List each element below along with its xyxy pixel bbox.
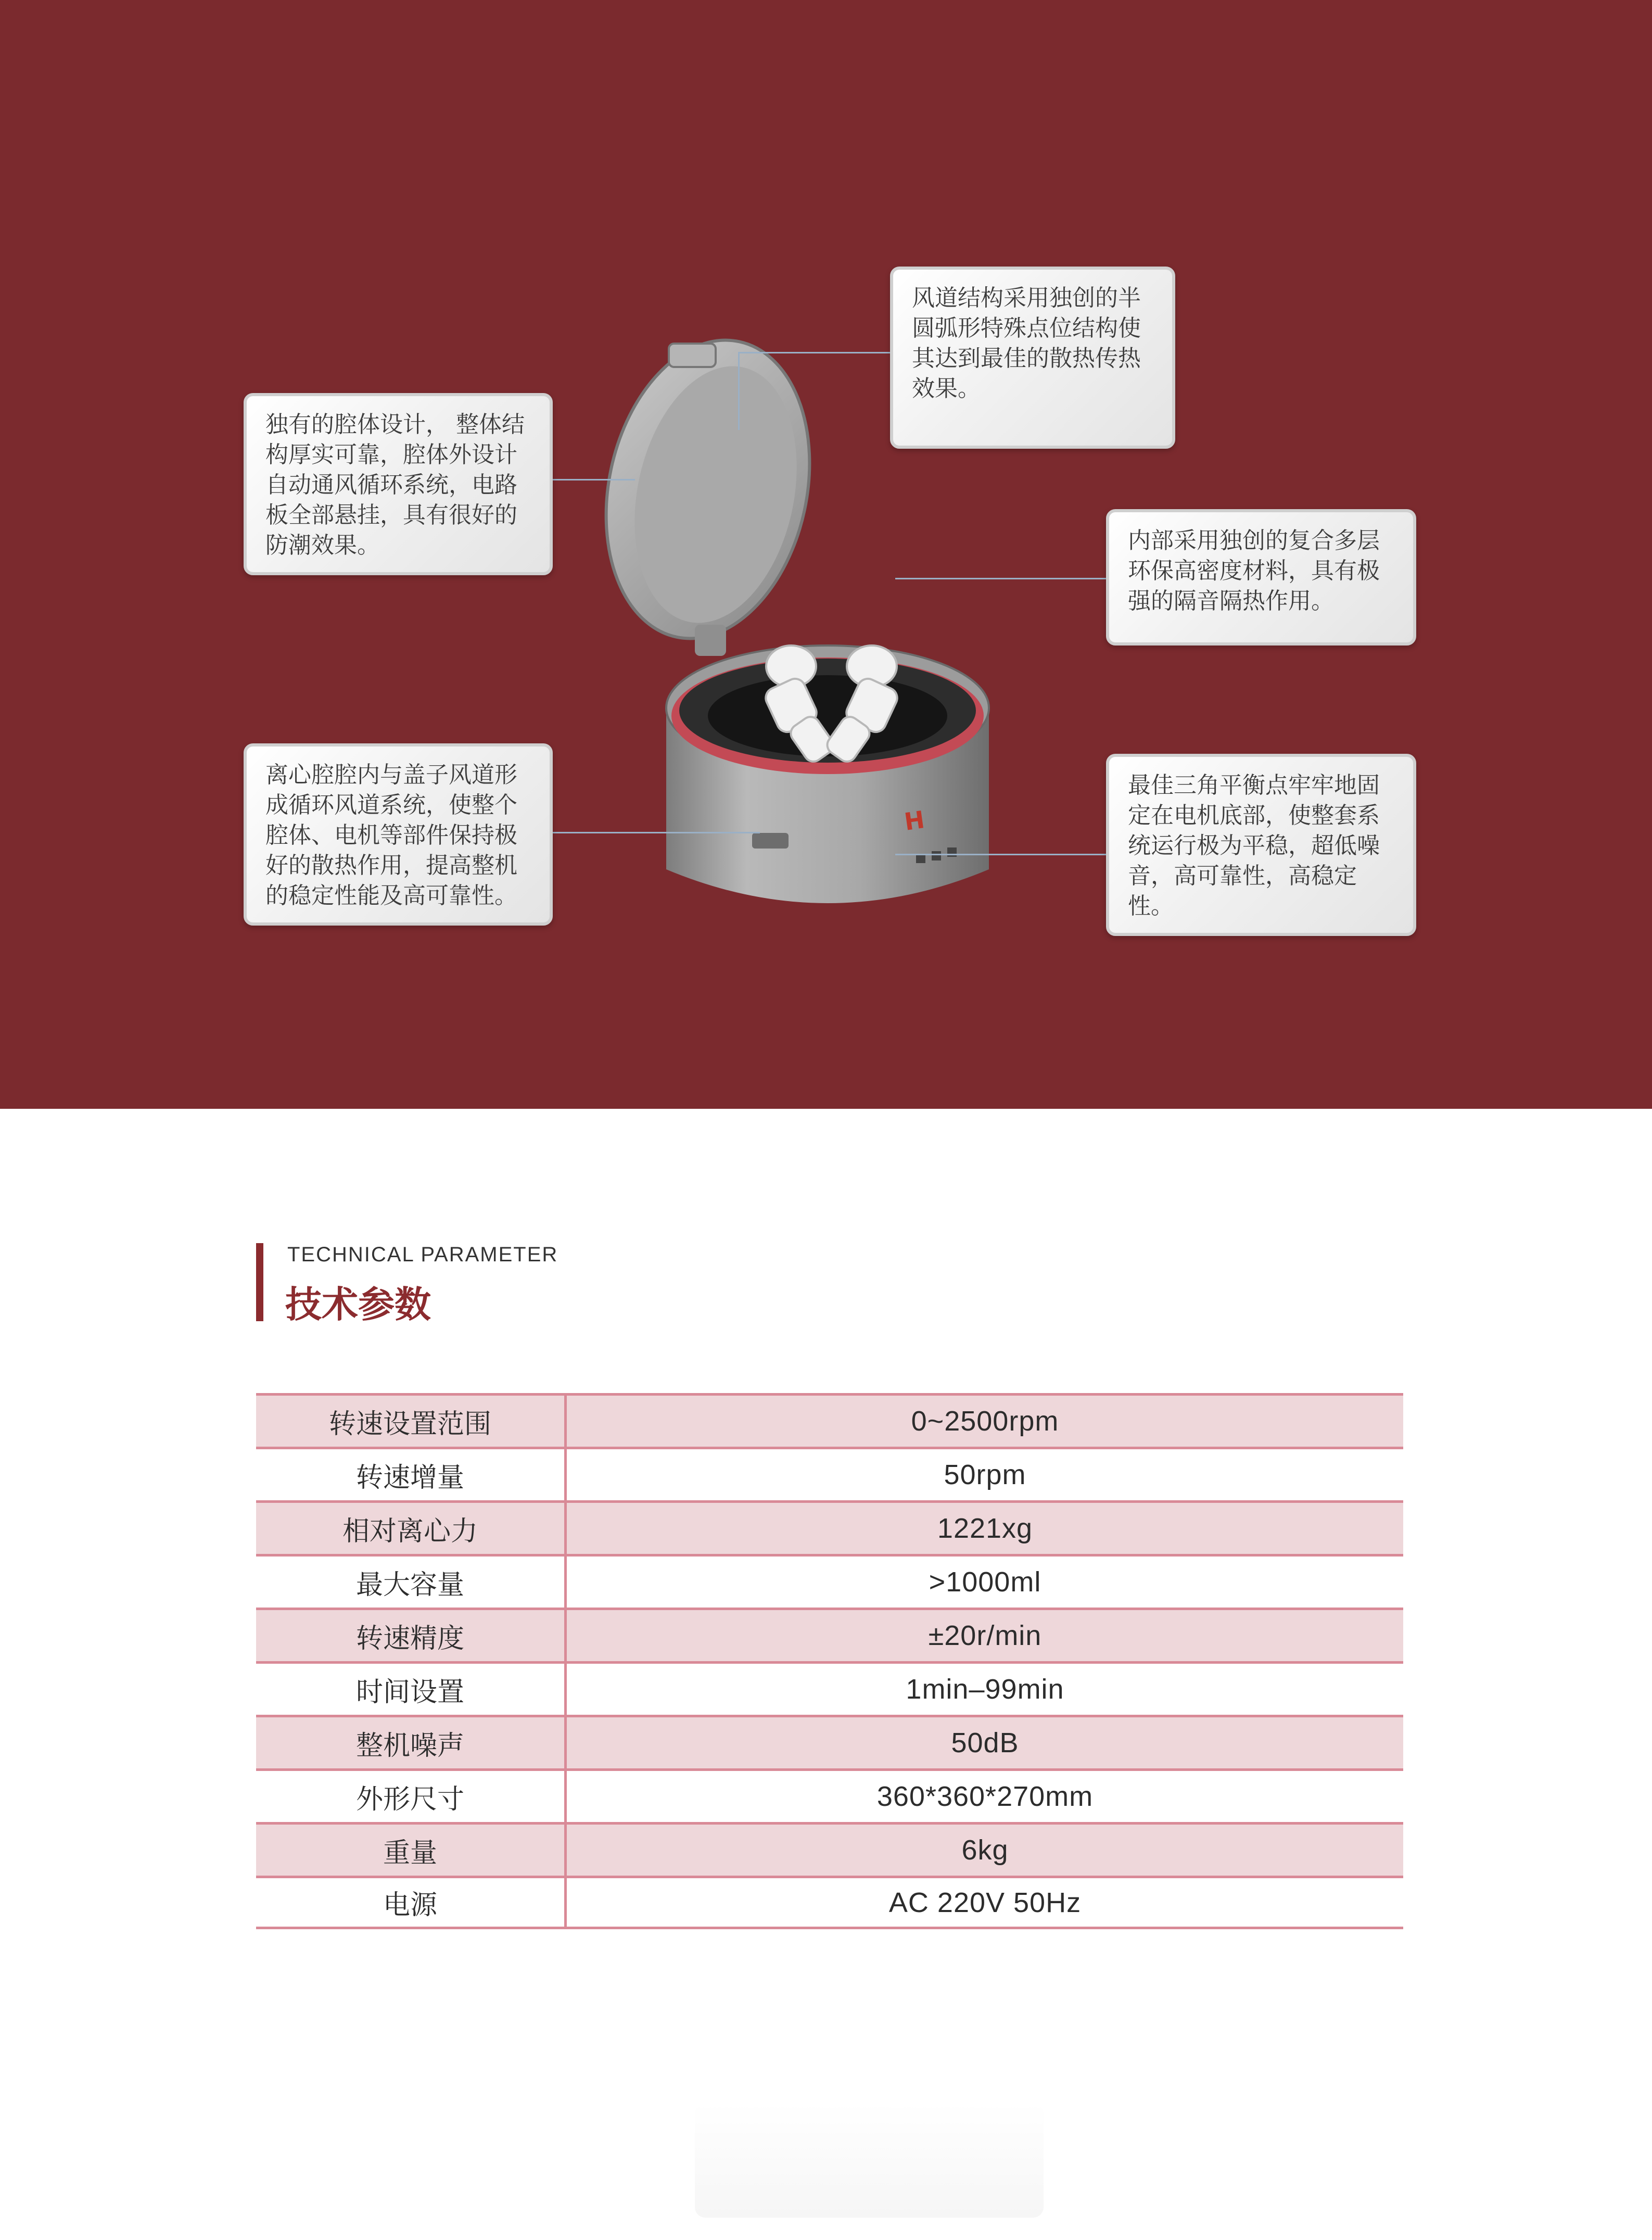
table-row	[256, 1876, 1403, 1929]
callout-insulation: 内部采用独创的复合多层环保高密度材料，具有极强的隔音隔热作用。	[1106, 509, 1416, 646]
spec-name: 相对离心力	[256, 1503, 567, 1554]
table-row	[256, 1608, 1403, 1661]
spec-name: 整机噪声	[256, 1717, 567, 1768]
spec-value: 50dB	[951, 1727, 1019, 1758]
section-title: 技术参数	[285, 1283, 431, 1326]
spec-name: 外形尺寸	[256, 1771, 567, 1822]
spec-name: 时间设置	[256, 1664, 567, 1715]
spec-value: 0~2500rpm	[911, 1406, 1059, 1437]
leader-line	[895, 854, 1109, 855]
spec-table	[256, 1393, 1403, 1929]
section-accent-bar	[256, 1243, 263, 1321]
spec-value: AC 220V 50Hz	[888, 1887, 1082, 1918]
spec-name: 转速设置范围	[256, 1396, 567, 1447]
callout-air-duct: 风道结构采用独创的半圆弧形特殊点位结构使其达到最佳的散热传热效果。	[890, 267, 1175, 449]
callout-cavity: 独有的腔体设计， 整体结构厚实可靠，腔体外设计自动通风循环系统，电路板全部悬挂，具有很好的防潮效果。	[244, 393, 553, 575]
table-row	[256, 1554, 1403, 1608]
table-row	[256, 1715, 1403, 1768]
spec-value: 1221xg	[937, 1513, 1033, 1544]
table-row	[256, 1768, 1403, 1822]
spec-name: 电源	[256, 1878, 567, 1927]
spec-value: >1000ml	[929, 1566, 1041, 1598]
spec-name: 重量	[256, 1825, 567, 1876]
spec-value: 1min–99min	[906, 1674, 1064, 1705]
table-row	[256, 1393, 1403, 1447]
leader-line	[552, 479, 635, 480]
table-row	[256, 1822, 1403, 1876]
table-row	[256, 1447, 1403, 1500]
leader-line	[739, 352, 890, 353]
spec-name: 最大容量	[256, 1556, 567, 1608]
hero-banner	[0, 0, 1652, 1109]
leader-line	[738, 352, 740, 430]
leader-line	[895, 578, 1109, 579]
leader-line	[552, 832, 760, 833]
spec-value: ±20r/min	[928, 1620, 1042, 1651]
table-row	[256, 1500, 1403, 1554]
svg-text:H: H	[903, 805, 926, 836]
table-row	[256, 1661, 1403, 1715]
footer-decoration	[695, 2103, 1044, 2218]
spec-value: 50rpm	[944, 1459, 1026, 1490]
section-subtitle: TECHNICAL PARAMETER	[287, 1243, 558, 1266]
spec-value: 6kg	[961, 1834, 1009, 1866]
spec-name: 转速增量	[256, 1449, 567, 1500]
spec-name: 转速精度	[256, 1610, 567, 1661]
spec-value: 360*360*270mm	[876, 1781, 1094, 1812]
callout-balance: 最佳三角平衡点牢牢地固定在电机底部，使整套系统运行极为平稳，超低噪音，高可靠性，高稳定性。	[1106, 754, 1416, 936]
callout-circulation: 离心腔腔内与盖子风道形成循环风道系统，使整个腔体、电机等部件保持极好的散热作用，提高整机的稳定性能及高可靠性。	[244, 743, 553, 926]
